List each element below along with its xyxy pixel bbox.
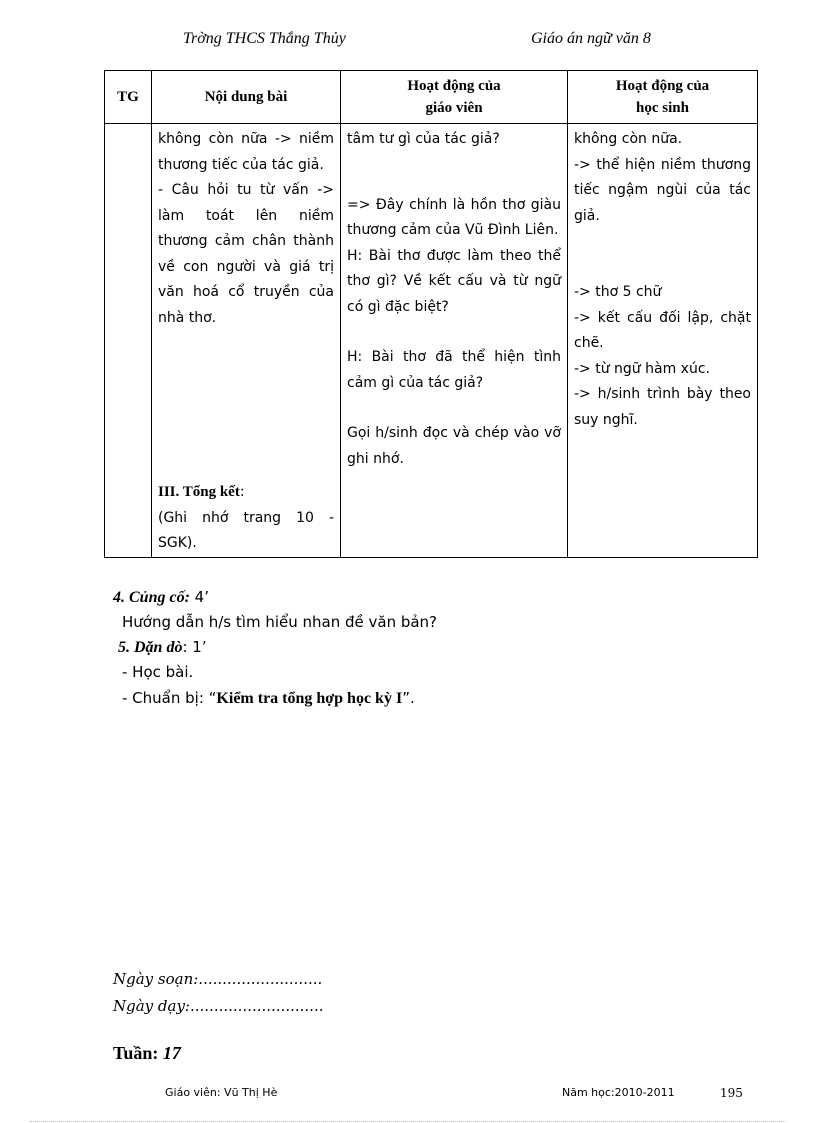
section5-heading: 5. Dặn dò: 1’ (118, 638, 207, 656)
summary-text: (Ghi nhớ trang 10 - SGK). (158, 509, 334, 551)
student-p2: -> thể hiện niềm thương tiếc ngậm ngùi của tác giả. (574, 156, 751, 224)
col-header-content: Nội dung bài (152, 71, 341, 124)
section5-item1: - Học bài. (122, 663, 194, 681)
header-school: Trờng THCS Thắng Thủy (183, 30, 346, 47)
footer-divider (30, 1121, 786, 1122)
student-p6: -> h/sinh trình bày theo suy nghĩ. (574, 386, 751, 428)
cell-teacher (341, 124, 568, 558)
table-row (105, 124, 758, 558)
col-header-teacher: Hoạt động của giáo viên (341, 71, 568, 124)
student-p1: không còn nữa. (574, 131, 683, 147)
header-subject: Giáo án ngữ văn 8 (531, 30, 651, 47)
table-header-row (105, 71, 758, 124)
lesson-table (104, 70, 758, 558)
teacher-p4: H: Bài thơ đã thể hiện tình cảm gì của tác giả? (347, 349, 561, 391)
section4-heading: 4. Củng cố: 4’ (113, 588, 209, 606)
footer-page-number: 195 (720, 1086, 743, 1100)
teacher-p1: tâm tư gì của tác giả? (347, 131, 500, 147)
col-header-tg: TG (105, 71, 152, 124)
content-p1: không còn nữa -> niềm thương tiếc của tác giả. (158, 131, 334, 173)
student-p3: -> thơ 5 chữ (574, 284, 662, 300)
student-p4: -> kết cấu đối lập, chặt chẽ. (574, 309, 751, 351)
prep-date: Ngày soạn:.......................... (113, 970, 323, 988)
summary-heading: III. Tổng kết: (158, 484, 245, 500)
footer-teacher: Giáo viên: Vũ Thị Hè (165, 1086, 278, 1099)
teacher-p3: H: Bài thơ được làm theo thể thơ gì? Về kết cấu và từ ngữ có gì đặc biệt? (347, 247, 561, 315)
section5-item2: - Chuẩn bị: “Kiểm tra tổng hợp học kỳ I”. (122, 689, 415, 707)
student-p5: -> từ ngữ hàm xúc. (574, 360, 710, 377)
teach-date: Ngày dạy:............................ (113, 997, 324, 1015)
content-p2: - Câu hỏi tu từ vấn -> làm toát lên niềm thương cảm chân thành về con người và giá trị văn hoá cổ truyền của nhà thơ. (158, 182, 334, 326)
footer-year: Năm học:2010-2011 (562, 1086, 675, 1099)
cell-tg (105, 124, 152, 558)
col-header-student: Hoạt động của học sinh (568, 71, 758, 124)
teacher-p5: Gọi h/sinh đọc và chép vào vỡ ghi nhớ. (347, 425, 561, 467)
week-label: Tuần: 17 (113, 1043, 181, 1063)
cell-student (568, 124, 758, 558)
teacher-p2: => Đây chính là hồn thơ giàu thương cảm của Vũ Đình Liên. (347, 196, 561, 238)
cell-content (152, 124, 341, 558)
section4-text: Hướng dẫn h/s tìm hiểu nhan đề văn bản? (122, 613, 438, 631)
